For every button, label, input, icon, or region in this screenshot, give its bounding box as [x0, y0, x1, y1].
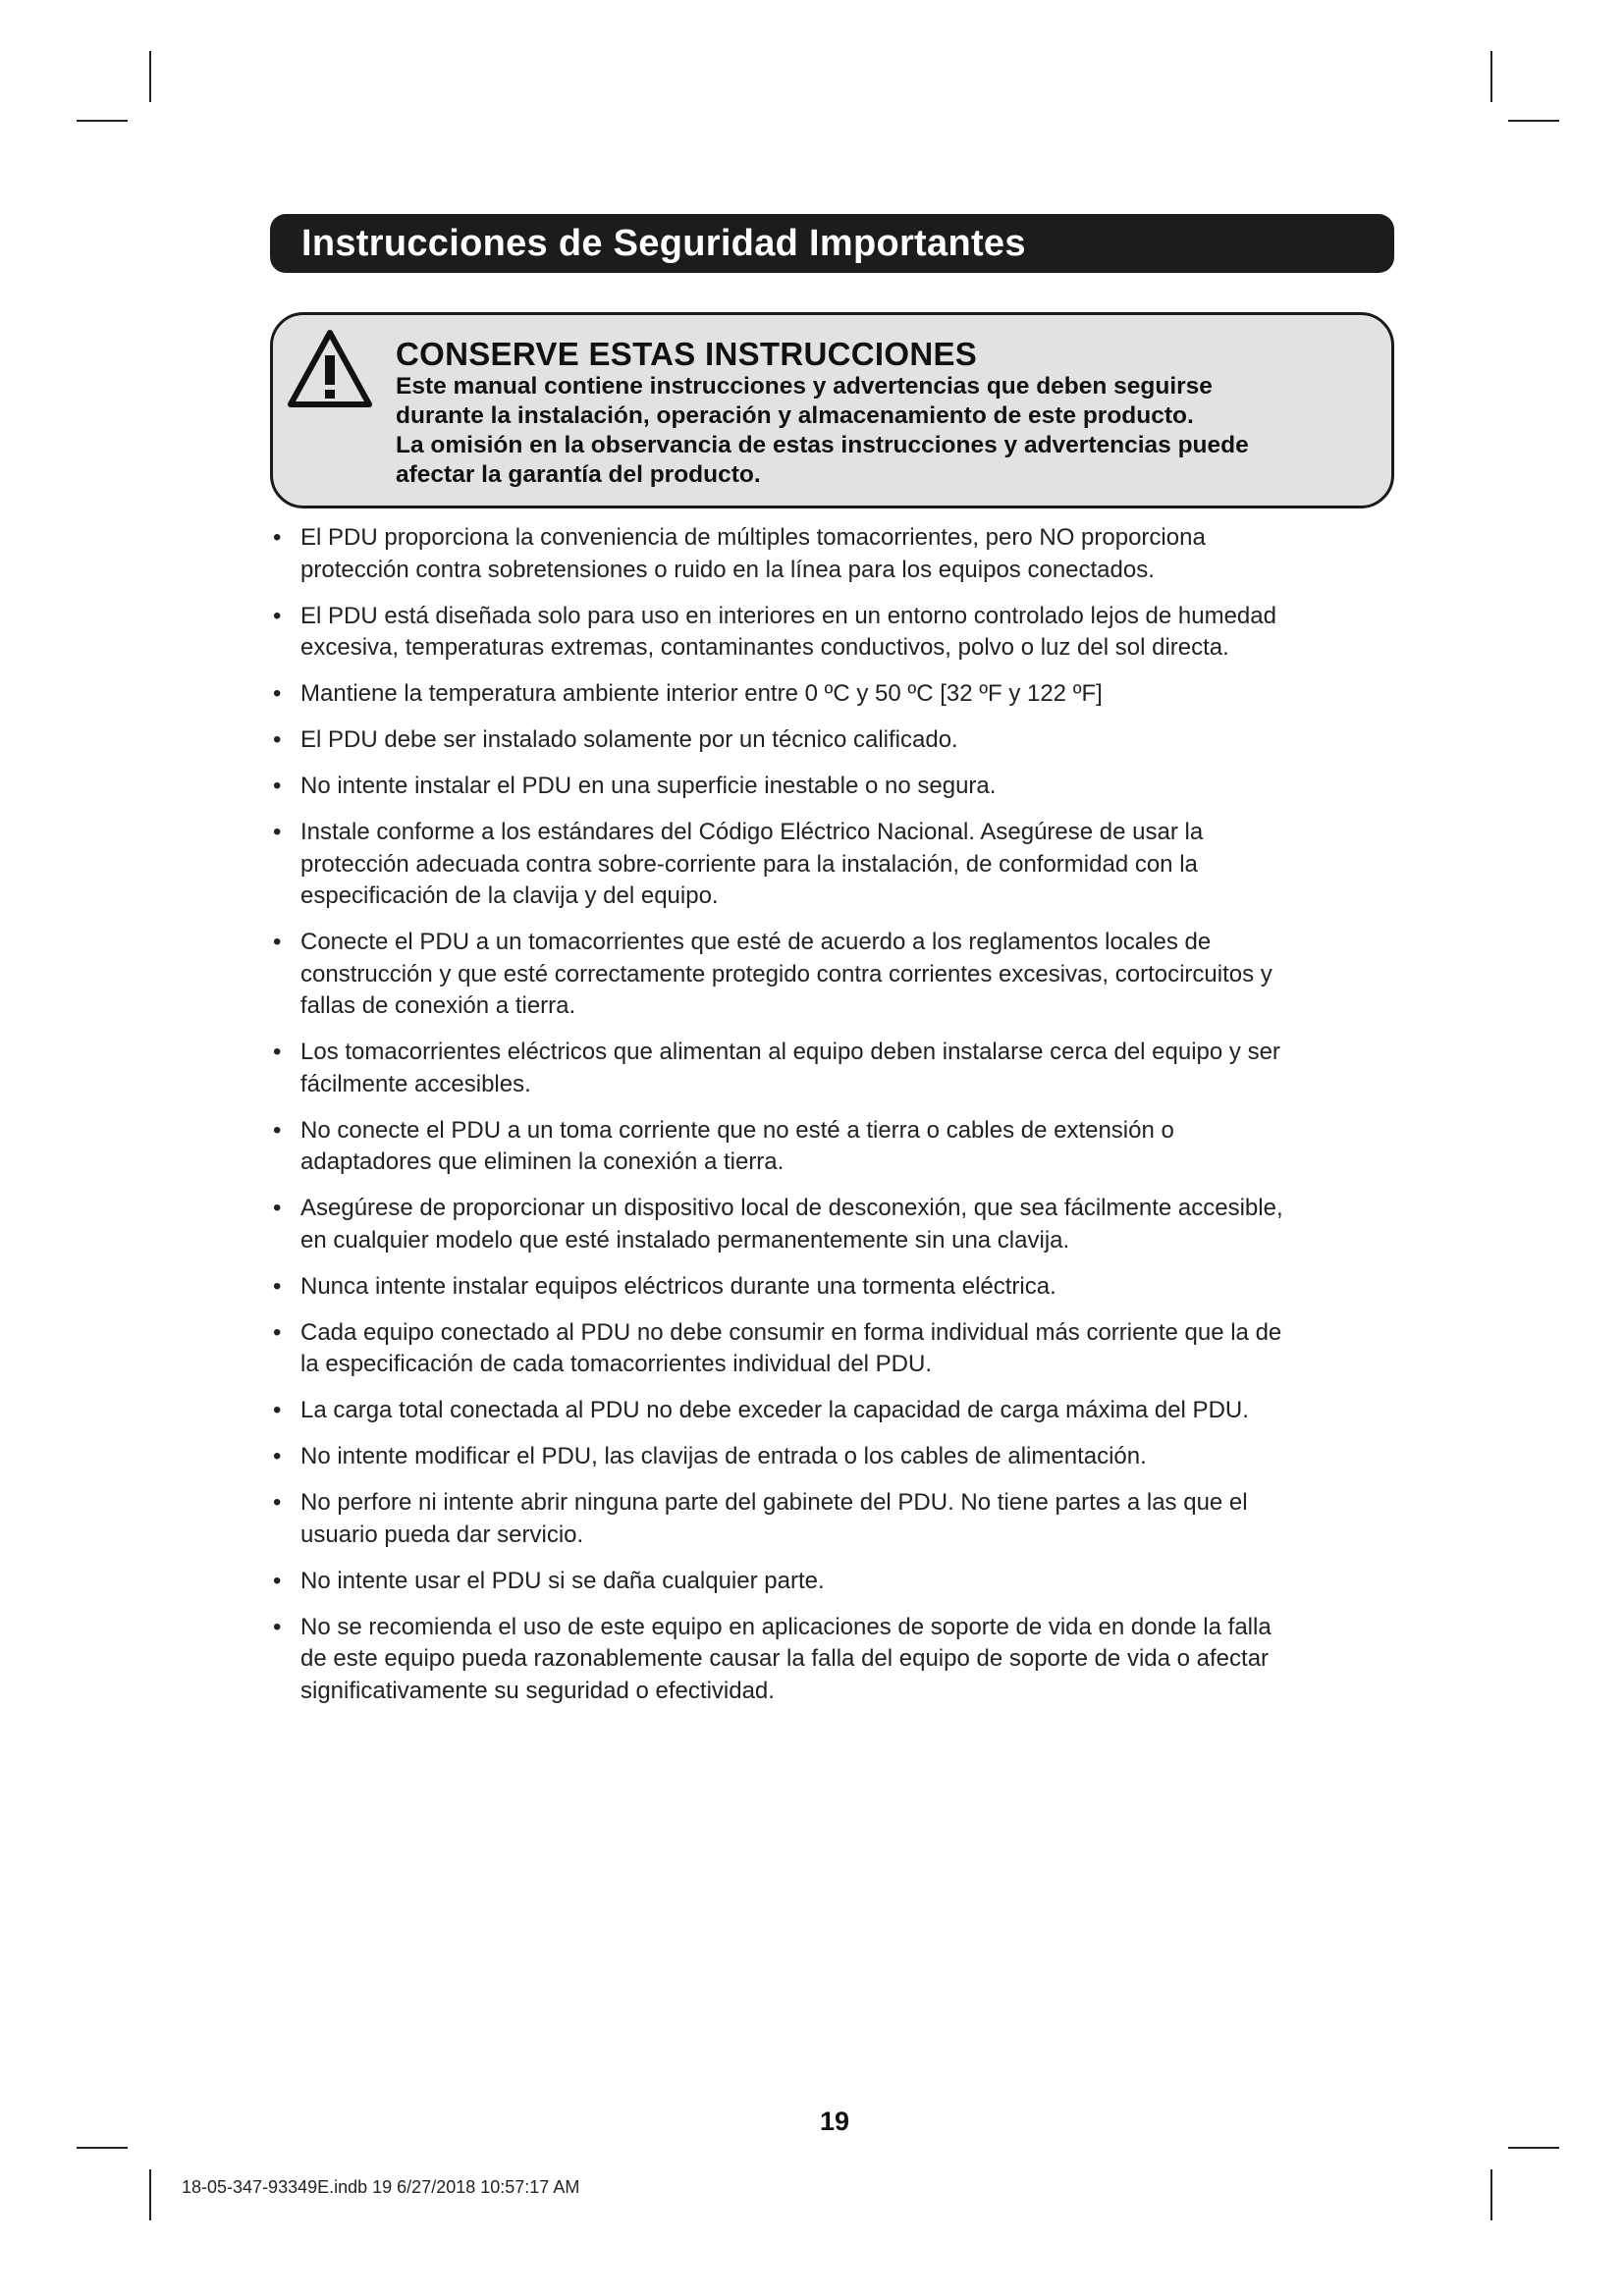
bullet-text-line: fácilmente accesibles.: [300, 1070, 531, 1097]
bullet-text-line: Mantiene la temperatura ambiente interior entre 0 ºC y 50 ºC [32 ºF y 122 ºF]: [300, 680, 1103, 707]
list-item: [273, 1441, 1402, 1473]
bullet-icon: •: [273, 726, 282, 753]
list-item: [273, 771, 1402, 803]
bullet-icon: •: [273, 1116, 282, 1144]
bullet-icon: •: [273, 929, 282, 955]
bullet-text-line: Conecte el PDU a un tomacorrientes que esté de acuerdo a los reglamentos locales de: [300, 929, 1212, 955]
bullet-text-line: El PDU debe ser instalado solamente por un técnico calificado.: [300, 726, 958, 753]
bullet-text-line: Cada equipo conectado al PDU no debe consumir en forma individual más corriente que la de: [300, 1318, 1282, 1346]
bullet-text-line: No intente modificar el PDU, las clavijas de entrada o los cables de alimentación.: [300, 1443, 1147, 1469]
list-item: [273, 601, 1402, 665]
list-item: [273, 522, 1402, 586]
warning-line: Este manual contiene instrucciones y advertencias que deben seguirse: [396, 373, 1213, 400]
bullet-icon: •: [273, 1567, 282, 1594]
bullet-text-line: construcción y que esté correctamente protegido contra corrientes excesivas, cortocircuitos y: [300, 960, 1272, 988]
bullet-text-line: excesiva, temperaturas extremas, contaminantes conductivos, polvo o luz del sol directa.: [300, 634, 1229, 661]
print-slug: 18-05-347-93349E.indb 19 6/27/2018 10:57:17 AM: [182, 2177, 580, 2197]
bullet-text-line: La carga total conectada al PDU no debe exceder la capacidad de carga máxima del PDU.: [300, 1397, 1249, 1423]
bullet-text-line: No intente instalar el PDU en una superficie inestable o no segura.: [300, 773, 997, 799]
crop-mark-top-left-vertical: [149, 51, 151, 102]
section-header-bar: [270, 214, 1394, 273]
bullet-text-line: especificación de la clavija y del equipo.: [300, 882, 719, 909]
safety-bullet-list: [273, 522, 1402, 1722]
bullet-text-line: Instale conforme a los estándares del Código Eléctrico Nacional. Asegúrese de usar la: [300, 819, 1204, 845]
warning-line: durante la instalación, operación y almacenamiento de este producto.: [396, 402, 1194, 429]
list-item: [273, 1037, 1402, 1100]
bullet-text-line: adaptadores que eliminen la conexión a tierra.: [300, 1148, 785, 1175]
bullet-text-line: Los tomacorrientes eléctricos que alimentan al equipo deben instalarse cerca del equipo y ser: [300, 1039, 1280, 1065]
list-item: [273, 724, 1402, 757]
section-title: Instrucciones de Seguridad Importantes: [301, 222, 1026, 264]
bullet-icon: •: [273, 1318, 282, 1346]
crop-mark-bottom-right-horizontal: [1508, 2147, 1559, 2149]
warning-text: [396, 337, 1352, 490]
list-item: [273, 1115, 1402, 1179]
bullet-text-line: en cualquier modelo que esté instalado permanentemente sin una clavija.: [300, 1226, 1070, 1254]
bullet-text-line: usuario pueda dar servicio.: [300, 1521, 584, 1548]
list-item: [273, 1271, 1402, 1304]
bullet-icon: •: [273, 1489, 282, 1516]
bullet-text-line: No perfore ni intente abrir ninguna parte del gabinete del PDU. No tiene partes a las que el: [300, 1489, 1248, 1516]
crop-mark-bottom-right-vertical: [1490, 2169, 1492, 2220]
bullet-text-line: significativamente su seguridad o efectividad.: [300, 1677, 775, 1704]
crop-mark-top-right-vertical: [1490, 51, 1492, 102]
bullet-text-line: Nunca intente instalar equipos eléctricos durante una tormenta eléctrica.: [300, 1272, 1056, 1300]
list-item: [273, 817, 1402, 913]
bullet-text-line: Asegúrese de proporcionar un dispositivo local de desconexión, que sea fácilmente accesible,: [300, 1195, 1283, 1221]
list-item: [273, 1317, 1402, 1381]
list-item: [273, 678, 1402, 711]
bullet-text-line: fallas de conexión a tierra.: [300, 992, 576, 1019]
crop-mark-bottom-left-vertical: [149, 2169, 151, 2220]
list-item: [273, 1395, 1402, 1427]
bullet-icon: •: [273, 1195, 282, 1221]
warning-box: [270, 312, 1394, 508]
page-number: 19: [819, 2107, 850, 2136]
list-item: [273, 1487, 1402, 1551]
bullet-icon: •: [273, 1272, 282, 1300]
list-item: [273, 927, 1402, 1023]
bullet-icon: •: [273, 680, 282, 707]
bullet-text-line: No intente usar el PDU si se daña cualquier parte.: [300, 1567, 825, 1594]
bullet-text-line: No se recomienda el uso de este equipo en aplicaciones de soporte de vida en donde la falla: [300, 1613, 1272, 1640]
bullet-text-line: la especificación de cada tomacorrientes individual del PDU.: [300, 1351, 933, 1377]
list-item: [273, 1612, 1402, 1708]
bullet-icon: •: [273, 1613, 282, 1640]
bullet-icon: •: [273, 1443, 282, 1469]
bullet-text-line: de este equipo pueda razonablemente causar la falla del equipo de soporte de vida o afectar: [300, 1645, 1270, 1672]
warning-heading: CONSERVE ESTAS INSTRUCCIONES: [396, 336, 978, 372]
bullet-text-line: El PDU está diseñada solo para uso en interiores en un entorno controlado lejos de humedad: [300, 602, 1276, 629]
warning-line: La omisión en la observancia de estas instrucciones y advertencias puede: [396, 432, 1249, 458]
bullet-icon: •: [273, 819, 282, 845]
bullet-icon: •: [273, 773, 282, 799]
crop-mark-top-left-horizontal: [77, 120, 128, 122]
list-item: [273, 1566, 1402, 1598]
bullet-icon: •: [273, 524, 282, 551]
warning-line: afectar la garantía del producto.: [396, 461, 761, 488]
bullet-icon: •: [273, 1039, 282, 1065]
bullet-icon: •: [273, 1397, 282, 1423]
crop-mark-top-right-horizontal: [1508, 120, 1559, 122]
bullet-text-line: El PDU proporciona la conveniencia de múltiples tomacorrientes, pero NO proporciona: [300, 524, 1206, 551]
crop-mark-bottom-left-horizontal: [77, 2147, 128, 2149]
bullet-text-line: protección contra sobretensiones o ruido en la línea para los equipos conectados.: [300, 556, 1155, 583]
bullet-text-line: No conecte el PDU a un toma corriente que no esté a tierra o cables de extensión o: [300, 1116, 1174, 1144]
list-item: [273, 1193, 1402, 1256]
warning-triangle-icon: [286, 328, 374, 410]
bullet-text-line: protección adecuada contra sobre-corriente para la instalación, de conformidad con la: [300, 850, 1198, 878]
bullet-icon: •: [273, 602, 282, 629]
